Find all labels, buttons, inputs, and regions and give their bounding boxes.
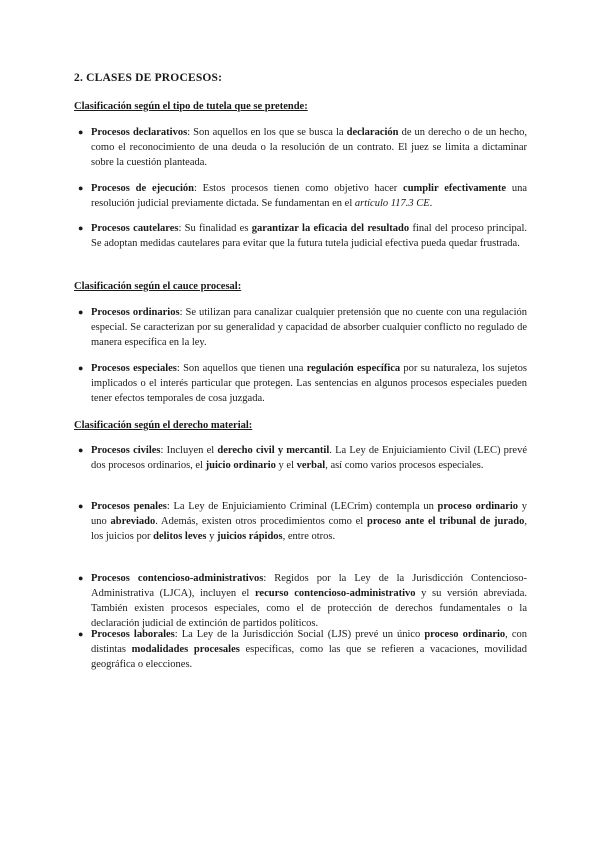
bold-text-run: Procesos cautelares (91, 223, 179, 234)
text-run: : Son aquellos en los que se busca la (187, 127, 347, 138)
text-run: : Se utilizan para canalizar cualquier pretensión que no cuente con una regulación especial. Se caracterizan por su generalidad y capacidad de absorber cualquier conflicto no regulado de manera específica en la ley. (91, 307, 527, 348)
list-item-text (91, 223, 527, 249)
list-item (78, 361, 527, 406)
bold-text-run: juicios rápidos (217, 531, 283, 542)
text-run: , entre otros. (282, 531, 336, 542)
list-item-text (91, 629, 527, 670)
list-item-text (91, 501, 527, 542)
document-title: 2. CLASES DE PROCESOS: (74, 72, 223, 84)
text-run: y uno (91, 501, 528, 527)
list-item-text (91, 363, 527, 404)
bullet-icon: ● (78, 363, 84, 373)
bullet-icon: ● (78, 501, 84, 511)
bold-text-run: juicio ordinario (205, 460, 276, 471)
section-heading: Clasificación según el tipo de tutela que se pretende: (74, 101, 308, 112)
list-item-text (91, 307, 527, 348)
list-item-text (91, 445, 527, 471)
bold-text-run: regulación específica (306, 363, 401, 374)
bold-text-run: derecho civil y mercantil (217, 445, 330, 456)
bold-text-run: Procesos ordinarios (91, 307, 180, 318)
list-item-text (91, 573, 527, 629)
list-item (78, 181, 527, 211)
bold-text-run: Procesos contencioso-administrativos (91, 573, 264, 584)
text-run: : Su finalidad es (178, 223, 252, 234)
text-run: específicas, como las que se refieren a vacaciones, movilidad geográfica o elecciones. (91, 644, 527, 670)
text-run: : La Ley de la Jurisdicción Social (LJS) prevé un único (174, 629, 425, 640)
bold-text-run: modalidades procesales (131, 644, 240, 655)
list-item (78, 571, 527, 631)
text-run: una resolución judicial previamente dictada. Se fundamentan en el (91, 183, 527, 209)
text-run: , con distintas (91, 629, 527, 655)
bold-text-run: cumplir efectivamente (403, 183, 507, 194)
bullet-icon: ● (78, 573, 84, 583)
text-run: . (429, 198, 433, 209)
text-run: , los juicios por (91, 516, 528, 542)
text-run: . Además, existen otros procedimientos como el (155, 516, 367, 527)
bold-text-run: Procesos civiles (91, 445, 161, 456)
list-item (78, 443, 527, 473)
bold-text-run: Procesos penales (91, 501, 167, 512)
text-run: de un derecho o de un hecho, como el reconocimiento de una deuda o la resolución de un contrato. El juez se limita a dictaminar sobre la cuestión planteada. (91, 127, 527, 168)
text-run: , así como varios procesos especiales. (325, 460, 484, 471)
bold-text-run: Procesos declarativos (91, 127, 188, 138)
list-item-text (91, 183, 527, 209)
list-item (78, 221, 527, 251)
bullet-icon: ● (78, 307, 84, 317)
list-item (78, 499, 528, 544)
text-run: final del proceso principal. Se adoptan medidas cautelares para evitar que la futura tutela judicial efectiva pueda quedar frustrada. (91, 223, 527, 249)
bold-text-run: recurso contencioso-administrativo (254, 588, 416, 599)
bold-text-run: abreviado (110, 516, 156, 527)
bold-text-run: proceso ordinario (437, 501, 519, 512)
bullet-icon: ● (78, 445, 84, 455)
bold-text-run: Procesos especiales (91, 363, 177, 374)
text-run: : Estos procesos tienen como objetivo hacer (193, 183, 404, 194)
bullet-icon: ● (78, 629, 84, 639)
section-heading: Clasificación según el cauce procesal: (74, 281, 242, 292)
list-item (78, 627, 527, 672)
bullet-icon: ● (78, 223, 84, 233)
bullet-icon: ● (78, 183, 84, 193)
bold-text-run: proceso ordinario (424, 629, 506, 640)
bold-text-run: Procesos de ejecución (91, 183, 194, 194)
text-run: : La Ley de Enjuiciamiento Criminal (LECrim) contempla un (166, 501, 438, 512)
text-run: . La Ley de Enjuiciamiento Civil (LEC) prevé dos procesos ordinarios, el (91, 445, 527, 471)
list-item-text (91, 127, 527, 168)
text-run: por su naturaleza, los sujetos implicados o el interés particular que protegen. Las sentencias en algunos procesos especiales pueden tener efectos temporales de cosa juzgada. (91, 363, 527, 404)
text-run: : Regidos por la Ley de la Jurisdicción Contencioso-Administrativa (LJCA), incluyen el (91, 573, 527, 599)
italic-text-run: artículo 117.3 CE (354, 198, 430, 209)
bullet-icon: ● (78, 127, 84, 137)
text-run: y (206, 531, 217, 542)
bold-text-run: declaración (346, 127, 399, 138)
text-run: : Incluyen el (160, 445, 218, 456)
text-run: : Son aquellos que tienen una (176, 363, 307, 374)
text-run: y su versión abreviada. También existen procesos especiales, como el de protección de derechos fundamentales o la declaración judicial de extinción de partidos políticos. (91, 588, 527, 629)
bold-text-run: delitos leves (153, 531, 207, 542)
list-item (78, 305, 527, 350)
text-run: y el (275, 460, 297, 471)
section-heading: Clasificación según el derecho material: (74, 420, 253, 431)
bold-text-run: Procesos laborales (91, 629, 175, 640)
bold-text-run: garantizar la eficacia del resultado (251, 223, 410, 234)
bold-text-run: verbal (296, 460, 326, 471)
bold-text-run: proceso ante el tribunal de jurado (366, 516, 525, 527)
list-item (78, 125, 527, 170)
